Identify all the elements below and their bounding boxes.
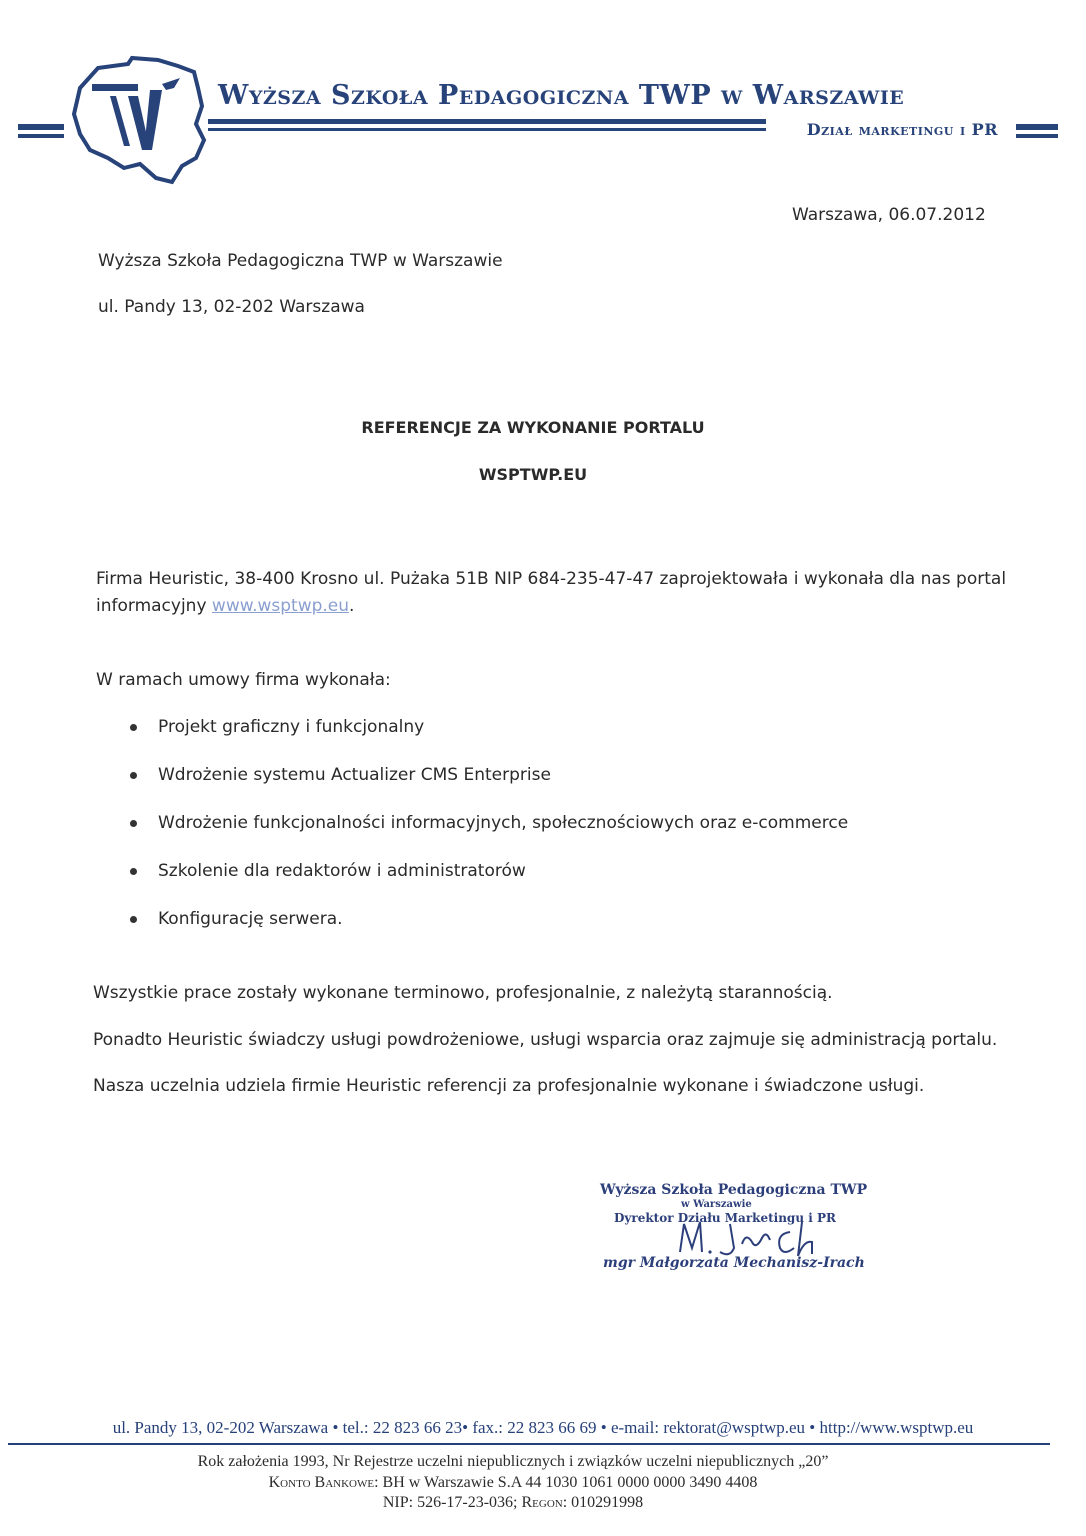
scope-item-text: Konfigurację serwera. bbox=[158, 909, 343, 929]
nip-label: NIP: bbox=[382, 1494, 414, 1511]
intro-suffix: . bbox=[349, 596, 355, 616]
bullet-icon bbox=[130, 724, 137, 731]
list-item bbox=[130, 860, 848, 908]
scope-list bbox=[130, 716, 848, 956]
list-item bbox=[130, 812, 848, 860]
letterhead-main-rule-bottom bbox=[208, 128, 766, 131]
footer-registration: Rok założenia 1993, Nr Rejestrze uczelni niepublicznych i związków uczelni niepublicznych „20” bbox=[197, 1453, 829, 1470]
footer-divider bbox=[8, 1443, 1050, 1445]
nip-value: 526-17-23-036; bbox=[413, 1494, 522, 1511]
bank-value: BH w Warszawie S.A 44 1030 1061 0000 0000 3490 4408 bbox=[378, 1474, 758, 1491]
regon-label: Regon: bbox=[521, 1494, 568, 1511]
letterhead-right-bar-top bbox=[1016, 124, 1058, 130]
scope-item-text: Wdrożenie funkcjonalności informacyjnych, społecznościowych oraz e-commerce bbox=[158, 813, 849, 833]
list-item bbox=[130, 716, 848, 764]
scope-item-text: Szkolenie dla redaktorów i administratorów bbox=[158, 861, 526, 881]
letterhead-left-bar-top bbox=[18, 124, 64, 130]
paragraph-support: Ponadto Heuristic świadczy usługi powdrożeniowe, usługi wsparcia oraz zajmuje się administracją portalu. bbox=[93, 1030, 998, 1050]
scope-heading: W ramach umowy firma wykonała: bbox=[96, 670, 391, 690]
intro-paragraph-line-2 bbox=[96, 595, 354, 617]
recipient-name: Wyższa Szkoła Pedagogiczna TWP w Warszawie bbox=[98, 251, 503, 271]
subject-line-2: WSPTWP.EU bbox=[478, 465, 588, 484]
school-logo-icon bbox=[70, 54, 210, 186]
stamp-position: Dyrektor Działu Marketingu i PR bbox=[614, 1211, 836, 1225]
paragraph-reference: Nasza uczelnia udziela firmie Heuristic referencji za profesjonalnie wykonane i świadczone usługi. bbox=[93, 1076, 925, 1096]
paragraph-quality: Wszystkie prace zostały wykonane terminowo, profesjonalnie, z należytą starannością. bbox=[93, 983, 833, 1003]
letterhead-right-bar-bottom bbox=[1016, 134, 1058, 138]
bullet-icon bbox=[130, 868, 137, 875]
scope-item-text: Projekt graficzny i funkcjonalny bbox=[158, 717, 425, 737]
bullet-icon bbox=[130, 772, 137, 779]
regon-value: 010291998 bbox=[567, 1494, 644, 1511]
bullet-icon bbox=[130, 820, 137, 827]
list-item bbox=[130, 764, 848, 812]
school-name-heading: Wyższa Szkoła Pedagogiczna TWP w Warszawie bbox=[218, 80, 905, 111]
bank-label: Konto Bankowe: bbox=[268, 1474, 379, 1491]
footer-tax-ids bbox=[0, 1494, 1056, 1512]
letterhead-main-rule-top bbox=[208, 119, 766, 124]
portal-link[interactable]: www.wsptwp.eu bbox=[211, 596, 350, 616]
stamp-institution: Wyższa Szkoła Pedagogiczna TWP bbox=[600, 1182, 868, 1198]
scope-item-text: Wdrożenie systemu Actualizer CMS Enterprise bbox=[158, 765, 551, 785]
stamp-signatory: mgr Małgorzata Mechanisz-Irach bbox=[603, 1255, 865, 1271]
footer-contact: ul. Pandy 13, 02-202 Warszawa • tel.: 22 823 66 23• fax.: 22 823 66 69 • e-mail: rektorat@wsptwp.eu • http://www.wsptwp.eu bbox=[112, 1418, 974, 1437]
intro-paragraph-line-1: Firma Heuristic, 38-400 Krosno ul. Pużaka 51B NIP 684-235-47-47 zaprojektowała i wykonała dla nas portal bbox=[96, 569, 1007, 589]
letter-date: Warszawa, 06.07.2012 bbox=[792, 205, 986, 225]
footer-bank-account bbox=[0, 1474, 1056, 1492]
subject-line-1: REFERENCJE ZA WYKONANIE PORTALU bbox=[361, 418, 705, 437]
letterhead-left-bar-bottom bbox=[18, 134, 64, 138]
intro-prefix: informacyjny bbox=[96, 596, 212, 616]
recipient-address: ul. Pandy 13, 02-202 Warszawa bbox=[98, 297, 365, 317]
department-name: Dział marketingu i PR bbox=[806, 120, 998, 139]
list-item bbox=[130, 908, 848, 956]
bullet-icon bbox=[130, 916, 137, 923]
stamp-city: w Warszawie bbox=[681, 1199, 752, 1210]
